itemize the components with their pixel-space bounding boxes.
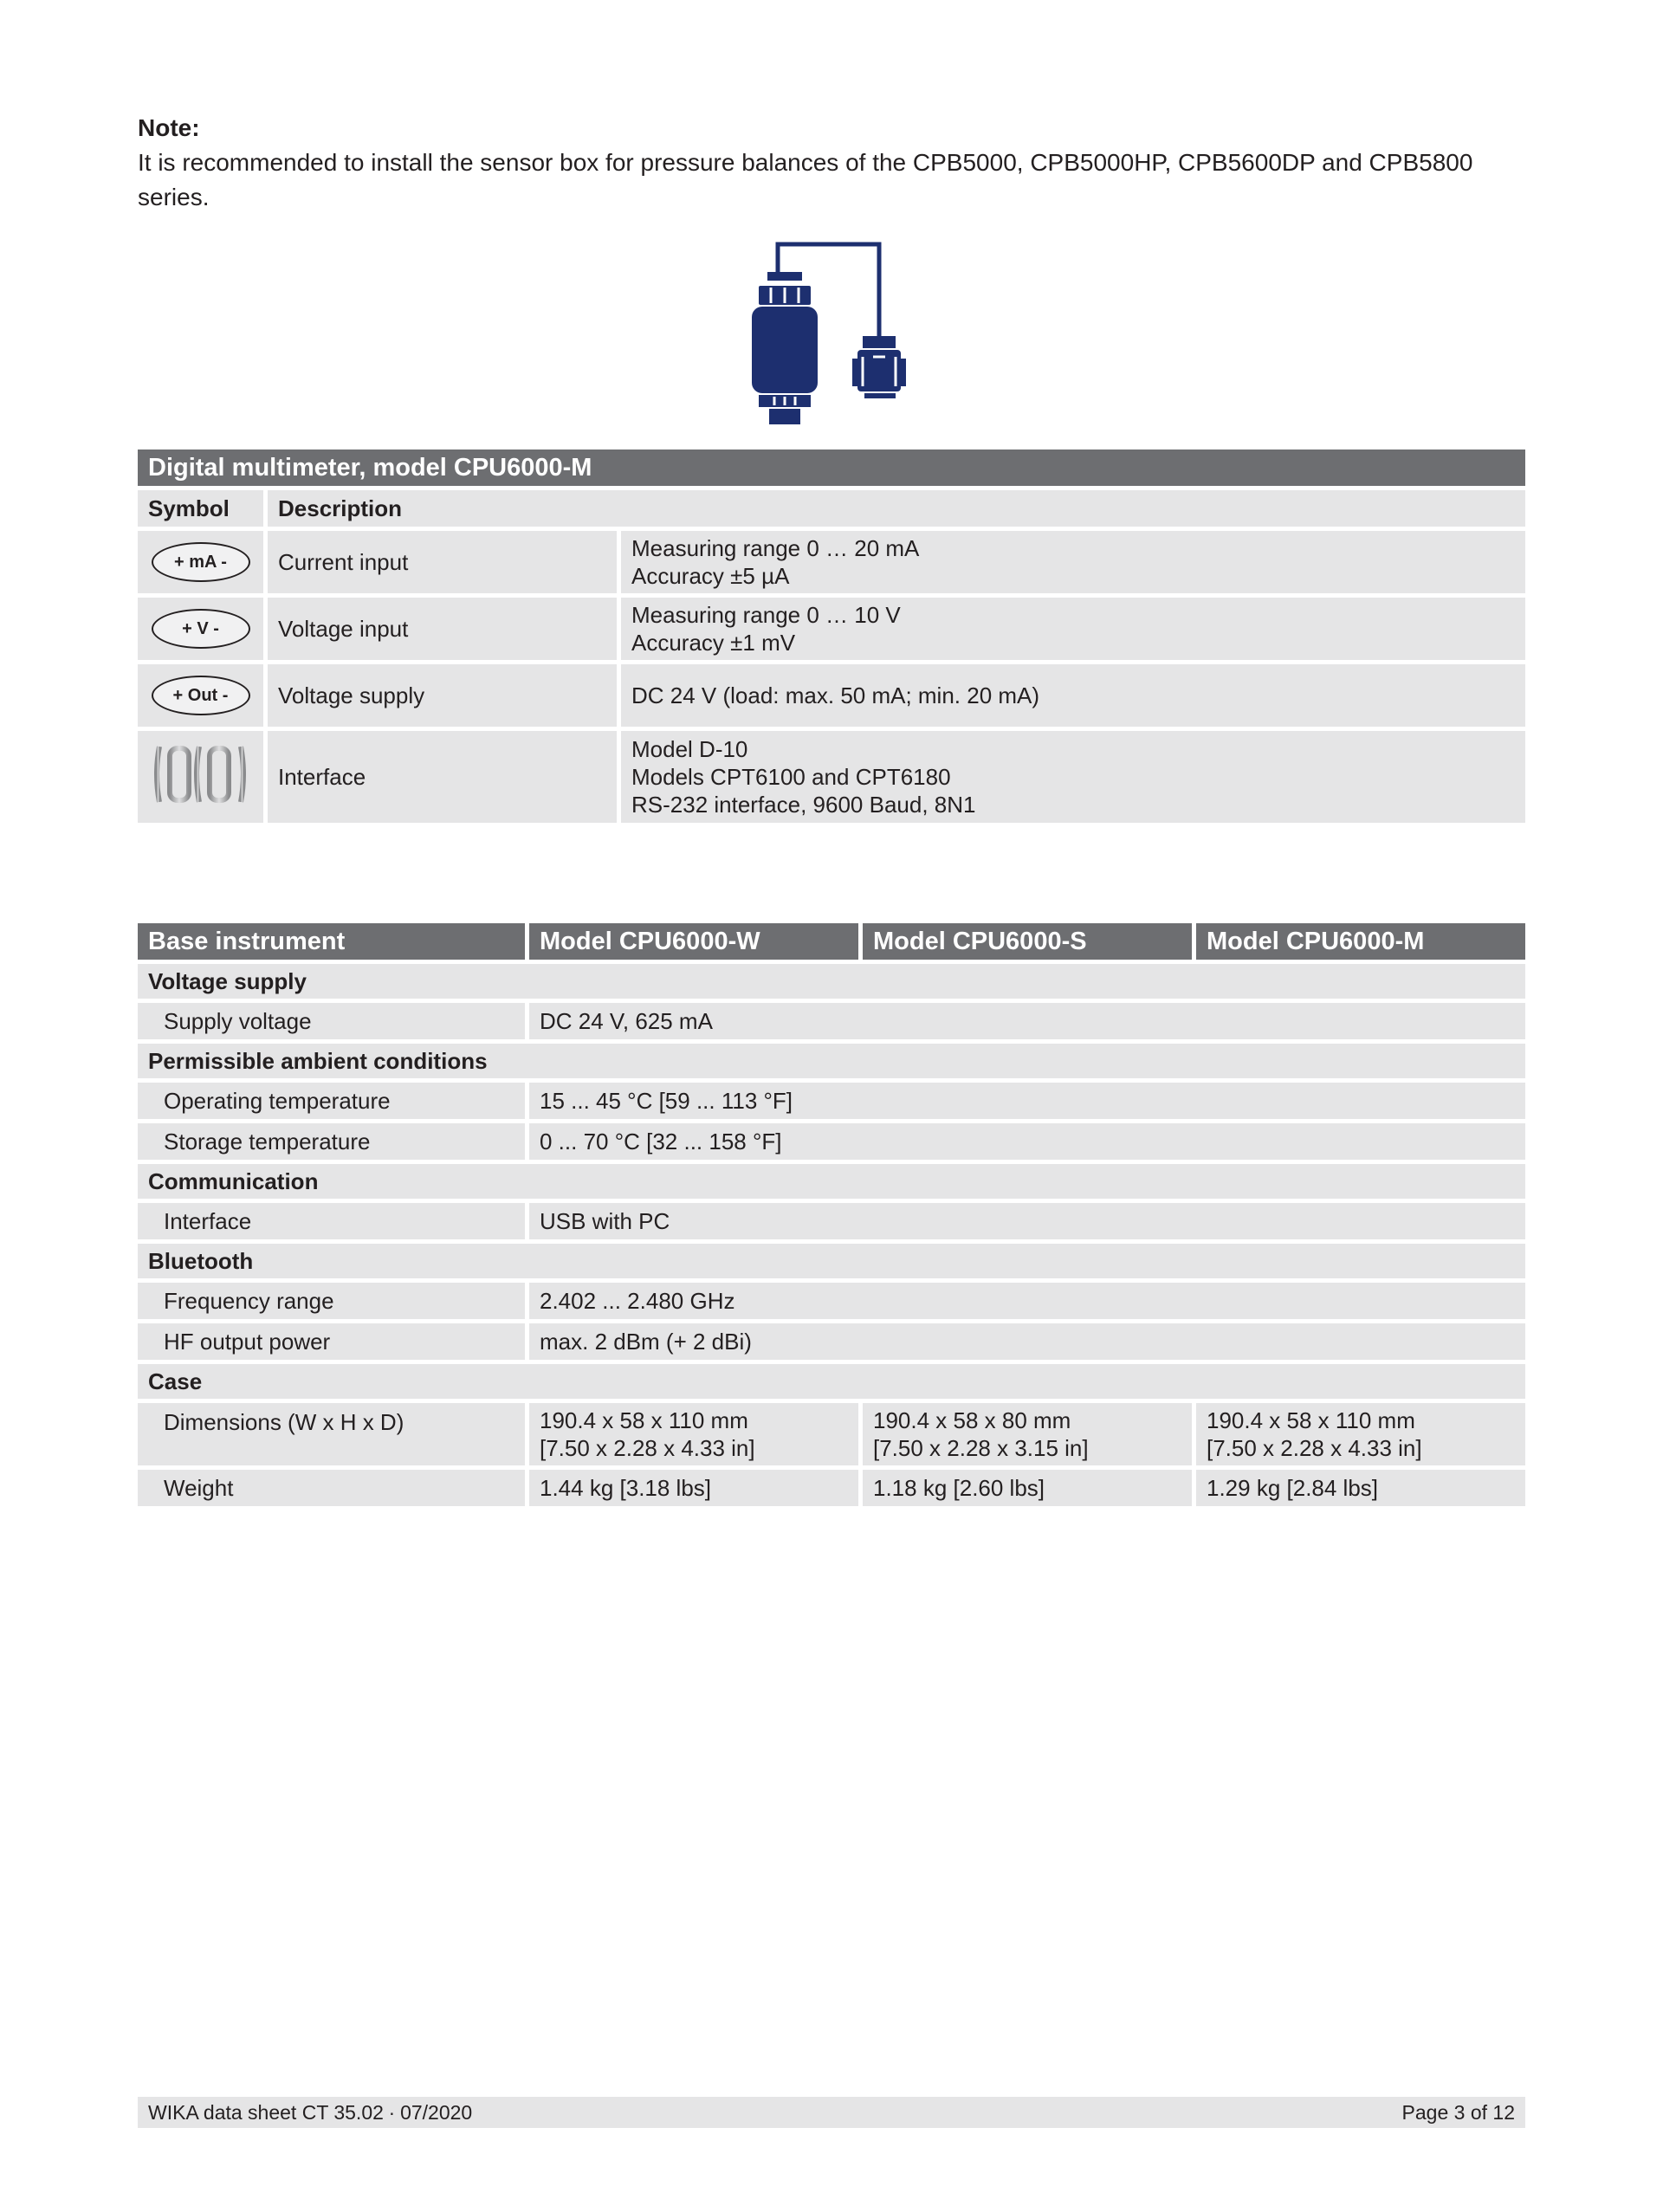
base-instrument-table bbox=[138, 919, 1525, 1510]
row-value-m bbox=[1192, 1403, 1525, 1465]
detail-line: Models CPT6100 and CPT6180 bbox=[631, 764, 951, 790]
section-row bbox=[138, 1244, 1525, 1278]
interface-connector-icon bbox=[151, 740, 251, 809]
multimeter-table bbox=[138, 445, 1525, 827]
multimeter-header bbox=[138, 450, 1525, 486]
table-row bbox=[138, 598, 1525, 660]
section-communication: Communication bbox=[138, 1164, 1525, 1199]
row-label: Supply voltage bbox=[138, 1003, 525, 1039]
row-label: HF output power bbox=[138, 1323, 525, 1360]
header-model-m: Model CPU6000-M bbox=[1192, 923, 1525, 960]
row-value: max. 2 dBm (+ 2 dBi) bbox=[525, 1323, 1525, 1360]
row-label: Storage temperature bbox=[138, 1123, 525, 1160]
col-description: Description bbox=[263, 490, 1525, 527]
row-value: 15 ... 45 °C [59 ... 113 °F] bbox=[525, 1083, 1525, 1119]
row-value-w: 1.44 kg [3.18 lbs] bbox=[525, 1470, 858, 1506]
row-value-s: 1.18 kg [2.60 lbs] bbox=[858, 1470, 1192, 1506]
row-value: 0 ... 70 °C [32 ... 158 °F] bbox=[525, 1123, 1525, 1160]
page-footer bbox=[138, 2097, 1525, 2128]
value-line: [7.50 x 2.28 x 4.33 in] bbox=[540, 1435, 755, 1461]
note-text: It is recommended to install the sensor box for pressure balances of the CPB5000, CPB5000HP, CPB5600DP and CPB5800 series. bbox=[138, 149, 1473, 210]
note bbox=[138, 111, 1524, 215]
table-row bbox=[138, 1083, 1525, 1119]
row-name: Interface bbox=[263, 731, 617, 823]
footer-datasheet: WIKA data sheet CT 35.02 ∙ 07/2020 bbox=[148, 2100, 473, 2124]
value-line: 190.4 x 58 x 110 mm bbox=[1207, 1407, 1415, 1433]
row-name: Voltage supply bbox=[263, 664, 617, 727]
header-base-instrument: Base instrument bbox=[138, 923, 525, 960]
row-detail bbox=[617, 664, 1525, 727]
detail-line: Model D-10 bbox=[631, 736, 748, 762]
value-line: [7.50 x 2.28 x 3.15 in] bbox=[873, 1435, 1089, 1461]
table-row bbox=[138, 731, 1525, 823]
current-input-symbol: + mA - bbox=[152, 542, 250, 582]
table-row bbox=[138, 1203, 1525, 1239]
row-label: Frequency range bbox=[138, 1283, 525, 1319]
row-label: Dimensions (W x H x D) bbox=[138, 1403, 525, 1465]
symbol-cell bbox=[138, 731, 263, 823]
voltage-input-symbol: + V - bbox=[152, 609, 250, 649]
detail-line: Accuracy ±1 mV bbox=[631, 630, 796, 656]
row-value-s bbox=[858, 1403, 1192, 1465]
table-row bbox=[138, 1470, 1525, 1506]
header-model-s: Model CPU6000-S bbox=[858, 923, 1192, 960]
section-row bbox=[138, 1164, 1525, 1199]
sensor-box-figure bbox=[745, 241, 918, 431]
symbol-cell bbox=[138, 531, 263, 593]
table-row bbox=[138, 664, 1525, 727]
note-title: Note: bbox=[138, 114, 200, 141]
sensor-box-icon bbox=[745, 241, 918, 431]
section-case: Case bbox=[138, 1364, 1525, 1399]
section-bluetooth: Bluetooth bbox=[138, 1244, 1525, 1278]
detail-line: Measuring range 0 … 20 mA bbox=[631, 535, 920, 561]
section-ambient-conditions: Permissible ambient conditions bbox=[138, 1044, 1525, 1078]
detail-line: DC 24 V (load: max. 50 mA; min. 20 mA) bbox=[631, 682, 1040, 708]
row-label: Weight bbox=[138, 1470, 525, 1506]
row-value: 2.402 ... 2.480 GHz bbox=[525, 1283, 1525, 1319]
section-row bbox=[138, 964, 1525, 999]
row-detail bbox=[617, 598, 1525, 660]
symbol-cell bbox=[138, 598, 263, 660]
row-value: DC 24 V, 625 mA bbox=[525, 1003, 1525, 1039]
row-label: Interface bbox=[138, 1203, 525, 1239]
multimeter-column-headers bbox=[138, 490, 1525, 527]
multimeter-title: Digital multimeter, model CPU6000-M bbox=[138, 450, 1525, 486]
row-name: Voltage input bbox=[263, 598, 617, 660]
row-label: Operating temperature bbox=[138, 1083, 525, 1119]
row-value-w bbox=[525, 1403, 858, 1465]
header-model-w: Model CPU6000-W bbox=[525, 923, 858, 960]
value-line: 190.4 x 58 x 110 mm bbox=[540, 1407, 748, 1433]
table-row bbox=[138, 531, 1525, 593]
row-detail bbox=[617, 531, 1525, 593]
section-voltage-supply: Voltage supply bbox=[138, 964, 1525, 999]
base-header bbox=[138, 923, 1525, 960]
table-row bbox=[138, 1123, 1525, 1160]
table-row bbox=[138, 1323, 1525, 1360]
row-value: USB with PC bbox=[525, 1203, 1525, 1239]
value-line: 190.4 x 58 x 80 mm bbox=[873, 1407, 1071, 1433]
section-row bbox=[138, 1044, 1525, 1078]
voltage-supply-symbol: + Out - bbox=[152, 676, 250, 715]
table-row bbox=[138, 1283, 1525, 1319]
table-row bbox=[138, 1403, 1525, 1465]
row-name: Current input bbox=[263, 531, 617, 593]
footer-page-number: Page 3 of 12 bbox=[1401, 2100, 1515, 2124]
value-line: [7.50 x 2.28 x 4.33 in] bbox=[1207, 1435, 1422, 1461]
col-symbol: Symbol bbox=[138, 490, 263, 527]
table-row bbox=[138, 1003, 1525, 1039]
symbol-cell bbox=[138, 664, 263, 727]
detail-line: Measuring range 0 … 10 V bbox=[631, 602, 901, 628]
row-detail bbox=[617, 731, 1525, 823]
section-row bbox=[138, 1364, 1525, 1399]
detail-line: Accuracy ±5 µA bbox=[631, 563, 790, 589]
row-value-m: 1.29 kg [2.84 lbs] bbox=[1192, 1470, 1525, 1506]
detail-line: RS-232 interface, 9600 Baud, 8N1 bbox=[631, 792, 976, 818]
